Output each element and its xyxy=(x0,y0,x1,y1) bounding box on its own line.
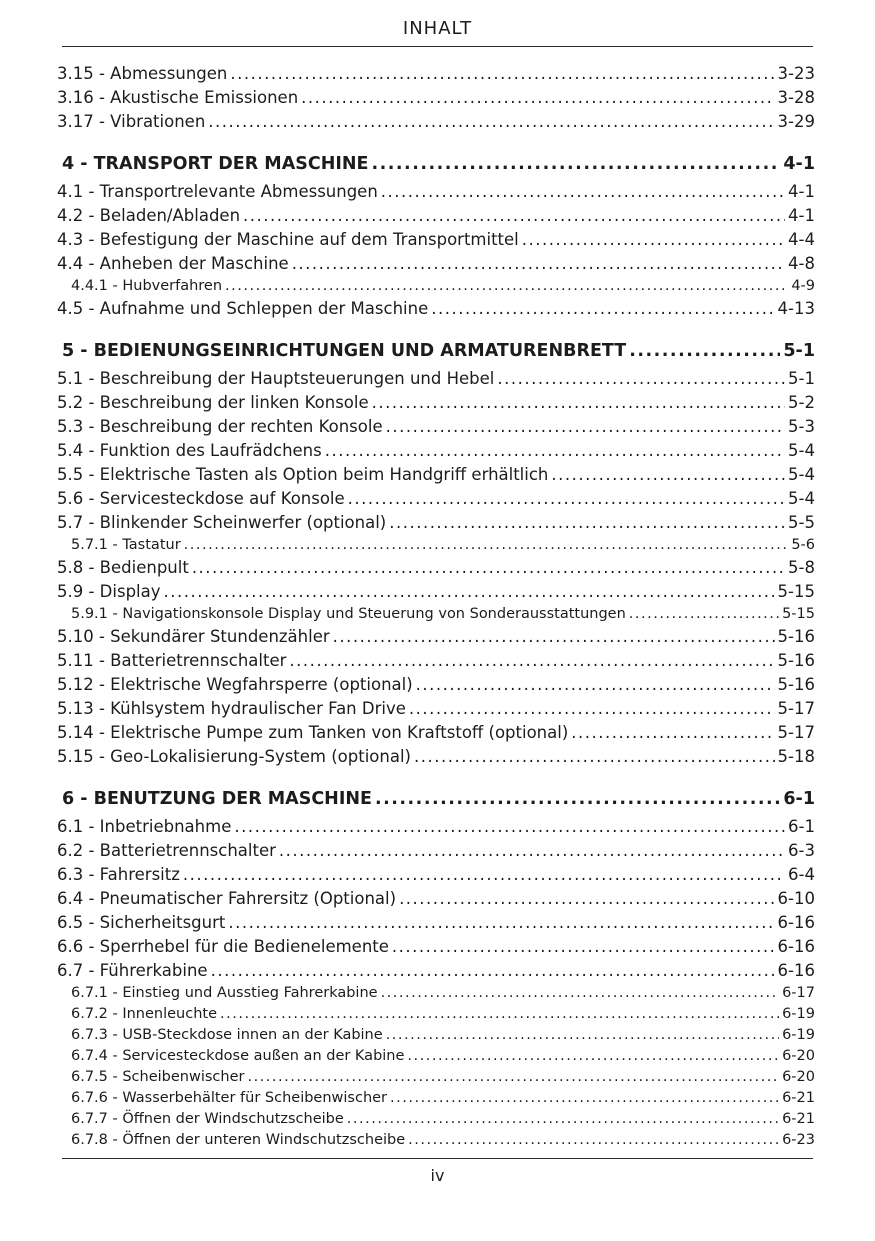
entry-page-number: 5-8 xyxy=(788,558,815,577)
entry-label: 5.2 - Beschreibung der linken Konsole xyxy=(57,393,369,412)
dot-leader xyxy=(522,228,785,252)
toc-entry xyxy=(57,911,815,935)
entry-page-number: 6-10 xyxy=(777,889,815,908)
toc-entry xyxy=(57,228,815,252)
dot-leader xyxy=(348,487,785,511)
toc-entry xyxy=(57,535,815,556)
entry-label: 5 - BEDIENUNGSEINRICHTUNGEN UND ARMATURENBRETT xyxy=(62,341,627,361)
toc-entry xyxy=(57,463,815,487)
entry-page-number: 6-19 xyxy=(782,1027,815,1043)
entry-page-number: 5-1 xyxy=(783,341,815,361)
toc-entry xyxy=(57,673,815,697)
entry-label: 5.10 - Sekundärer Stundenzähler xyxy=(57,627,330,646)
dot-leader xyxy=(386,1025,779,1046)
entry-label: 6.1 - Inbetriebnahme xyxy=(57,817,232,836)
toc-entry xyxy=(57,204,815,228)
entry-page-number: 4-1 xyxy=(783,154,815,174)
dot-leader xyxy=(347,1109,779,1130)
entry-page-number: 6-21 xyxy=(782,1111,815,1127)
page-footer xyxy=(0,1151,875,1241)
entry-label: 6.7.1 - Einstieg und Ausstieg Fahrerkabine xyxy=(71,985,378,1001)
entry-page-number: 5-2 xyxy=(788,393,815,412)
entry-page-number: 5-17 xyxy=(777,723,815,742)
page-title: INHALT xyxy=(402,18,473,39)
entry-page-number: 5-3 xyxy=(788,417,815,436)
dot-leader xyxy=(289,649,774,673)
entry-page-number: 6-16 xyxy=(777,937,815,956)
entry-label: 6.3 - Fahrersitz xyxy=(57,865,180,884)
toc-entry xyxy=(57,815,815,839)
dot-leader xyxy=(390,1088,779,1109)
entry-label: 5.12 - Elektrische Wegfahrsperre (optional) xyxy=(57,675,413,694)
dot-leader xyxy=(192,556,785,580)
entry-label: 5.6 - Servicesteckdose auf Konsole xyxy=(57,489,345,508)
entry-label: 6.7.4 - Servicesteckdose außen an der Kabine xyxy=(71,1048,405,1064)
entry-label: 6.6 - Sperrhebel für die Bedienelemente xyxy=(57,937,389,956)
toc-entry xyxy=(57,110,815,134)
dot-leader xyxy=(183,863,785,887)
toc-entry xyxy=(57,1046,815,1067)
entry-label: 5.15 - Geo-Lokalisierung-System (optional) xyxy=(57,747,411,766)
entry-page-number: 5-18 xyxy=(777,747,815,766)
dot-leader xyxy=(629,339,780,364)
toc-entry xyxy=(57,1130,815,1151)
dot-leader xyxy=(497,367,785,391)
toc-entry xyxy=(57,959,815,983)
dot-leader xyxy=(208,110,774,134)
toc-entry xyxy=(57,367,815,391)
toc-entry xyxy=(57,86,815,110)
entry-page-number: 6-16 xyxy=(777,913,815,932)
entry-label: 5.8 - Bedienpult xyxy=(57,558,189,577)
entry-page-number: 6-4 xyxy=(788,865,815,884)
toc-entry xyxy=(57,415,815,439)
dot-leader xyxy=(292,252,785,276)
entry-label: 6.7 - Führerkabine xyxy=(57,961,208,980)
toc-entry xyxy=(57,180,815,204)
entry-page-number: 5-17 xyxy=(777,699,815,718)
toc-entry xyxy=(57,580,815,604)
dot-leader xyxy=(228,911,774,935)
dot-leader xyxy=(392,935,775,959)
entry-page-number: 5-16 xyxy=(777,627,815,646)
toc-entry xyxy=(57,1004,815,1025)
entry-page-number: 6-16 xyxy=(777,961,815,980)
entry-page-number: 4-1 xyxy=(788,206,815,225)
dot-leader xyxy=(408,1130,779,1151)
toc-entry xyxy=(57,556,815,580)
dot-leader xyxy=(301,86,774,110)
dot-leader xyxy=(381,983,780,1004)
dot-leader xyxy=(247,1067,779,1088)
entry-label: 5.1 - Beschreibung der Hauptsteuerungen und Hebel xyxy=(57,369,495,388)
toc-entry xyxy=(57,276,815,297)
entry-label: 3.17 - Vibrationen xyxy=(57,112,206,131)
entry-label: 4.2 - Beladen/Abladen xyxy=(57,206,241,225)
entry-page-number: 5-16 xyxy=(777,651,815,670)
dot-leader xyxy=(551,463,785,487)
entry-label: 4.4 - Anheben der Maschine xyxy=(57,254,289,273)
entry-page-number: 5-6 xyxy=(791,537,815,553)
entry-label: 5.4 - Funktion des Laufrädchens xyxy=(57,441,322,460)
dot-leader xyxy=(230,62,774,86)
dot-leader xyxy=(371,152,780,177)
entry-label: 6.7.5 - Scheibenwischer xyxy=(71,1069,245,1085)
dot-leader xyxy=(381,180,785,204)
entry-label: 5.11 - Batterietrennschalter xyxy=(57,651,287,670)
dot-leader xyxy=(407,1046,779,1067)
toc-entry xyxy=(57,439,815,463)
dot-leader xyxy=(409,697,775,721)
page-header xyxy=(0,0,875,47)
toc-entry xyxy=(57,935,815,959)
dot-leader xyxy=(234,815,785,839)
dot-leader xyxy=(225,276,788,297)
toc-entry xyxy=(57,1088,815,1109)
entry-label: 4.1 - Transportrelevante Abmessungen xyxy=(57,182,378,201)
entry-label: 6.5 - Sicherheitsgurt xyxy=(57,913,226,932)
dot-leader xyxy=(399,887,774,911)
toc-entry xyxy=(57,152,815,177)
entry-page-number: 6-21 xyxy=(782,1090,815,1106)
toc-entry xyxy=(57,625,815,649)
toc-entry xyxy=(57,983,815,1004)
entry-page-number: 5-4 xyxy=(788,465,815,484)
dot-leader xyxy=(211,959,775,983)
toc-entry xyxy=(57,487,815,511)
entry-label: 5.14 - Elektrische Pumpe zum Tanken von Kraftstoff (optional) xyxy=(57,723,569,742)
entry-label: 4.5 - Aufnahme und Schleppen der Maschine xyxy=(57,299,429,318)
toc-entry xyxy=(57,863,815,887)
entry-label: 5.7 - Blinkender Scheinwerfer (optional) xyxy=(57,513,387,532)
toc-entry xyxy=(57,787,815,812)
dot-leader xyxy=(431,297,774,321)
toc-entry xyxy=(57,649,815,673)
dot-leader xyxy=(414,745,775,769)
dot-leader xyxy=(333,625,775,649)
dot-leader xyxy=(416,673,775,697)
entry-label: 4.3 - Befestigung der Maschine auf dem Transportmittel xyxy=(57,230,519,249)
entry-page-number: 4-9 xyxy=(791,278,815,294)
entry-label: 4.4.1 - Hubverfahren xyxy=(71,278,223,294)
entry-label: 6.7.8 - Öffnen der unteren Windschutzscheibe xyxy=(71,1132,406,1148)
dot-leader xyxy=(164,580,775,604)
toc-entry xyxy=(57,1109,815,1130)
toc-list xyxy=(0,47,875,1151)
entry-page-number: 5-15 xyxy=(777,582,815,601)
entry-page-number: 6-23 xyxy=(782,1132,815,1148)
dot-leader xyxy=(220,1004,779,1025)
entry-page-number: 3-23 xyxy=(777,64,815,83)
toc-entry xyxy=(57,604,815,625)
dot-leader xyxy=(375,787,780,812)
dot-leader xyxy=(571,721,774,745)
footer-page-number: iv xyxy=(430,1166,445,1185)
entry-label: 5.9 - Display xyxy=(57,582,161,601)
entry-page-number: 4-4 xyxy=(788,230,815,249)
toc-entry xyxy=(57,1025,815,1046)
toc-entry xyxy=(57,745,815,769)
entry-page-number: 6-1 xyxy=(788,817,815,836)
toc-entry xyxy=(57,297,815,321)
entry-label: 6.2 - Batterietrennschalter xyxy=(57,841,276,860)
dot-leader xyxy=(389,511,785,535)
entry-label: 6.7.2 - Innenleuchte xyxy=(71,1006,218,1022)
dot-leader xyxy=(279,839,785,863)
toc-entry xyxy=(57,721,815,745)
entry-label: 3.16 - Akustische Emissionen xyxy=(57,88,299,107)
entry-page-number: 4-1 xyxy=(788,182,815,201)
dot-leader xyxy=(372,391,785,415)
entry-page-number: 3-29 xyxy=(777,112,815,131)
dot-leader xyxy=(325,439,785,463)
toc-entry xyxy=(57,697,815,721)
entry-page-number: 4-13 xyxy=(777,299,815,318)
entry-label: 5.9.1 - Navigationskonsole Display und Steuerung von Sonderausstattungen xyxy=(71,606,626,622)
toc-entry xyxy=(57,252,815,276)
entry-page-number: 6-3 xyxy=(788,841,815,860)
toc-entry xyxy=(57,839,815,863)
toc-entry xyxy=(57,887,815,911)
entry-page-number: 5-5 xyxy=(788,513,815,532)
entry-label: 6 - BENUTZUNG DER MASCHINE xyxy=(62,789,372,809)
entry-page-number: 6-1 xyxy=(783,789,815,809)
toc-entry xyxy=(57,511,815,535)
toc-entry xyxy=(57,62,815,86)
entry-page-number: 6-17 xyxy=(782,985,815,1001)
entry-page-number: 6-20 xyxy=(782,1048,815,1064)
entry-label: 5.3 - Beschreibung der rechten Konsole xyxy=(57,417,383,436)
dot-leader xyxy=(386,415,785,439)
entry-label: 6.4 - Pneumatischer Fahrersitz (Optional) xyxy=(57,889,397,908)
entry-page-number: 6-19 xyxy=(782,1006,815,1022)
entry-label: 5.13 - Kühlsystem hydraulischer Fan Drive xyxy=(57,699,406,718)
entry-page-number: 6-20 xyxy=(782,1069,815,1085)
entry-page-number: 5-4 xyxy=(788,441,815,460)
entry-page-number: 3-28 xyxy=(777,88,815,107)
entry-label: 6.7.6 - Wasserbehälter für Scheibenwischer xyxy=(71,1090,388,1106)
entry-page-number: 5-15 xyxy=(782,606,815,622)
entry-label: 4 - TRANSPORT DER MASCHINE xyxy=(62,154,369,174)
dot-leader xyxy=(184,535,789,556)
entry-label: 3.15 - Abmessungen xyxy=(57,64,228,83)
entry-page-number: 5-16 xyxy=(777,675,815,694)
entry-label: 6.7.3 - USB-Steckdose innen an der Kabine xyxy=(71,1027,383,1043)
entry-label: 5.7.1 - Tastatur xyxy=(71,537,181,553)
toc-entry xyxy=(57,391,815,415)
dot-leader xyxy=(629,604,779,625)
dot-leader xyxy=(243,204,785,228)
entry-label: 5.5 - Elektrische Tasten als Option beim Handgriff erhältlich xyxy=(57,465,549,484)
entry-page-number: 5-4 xyxy=(788,489,815,508)
entry-label: 6.7.7 - Öffnen der Windschutzscheibe xyxy=(71,1111,344,1127)
toc-entry xyxy=(57,339,815,364)
toc-entry xyxy=(57,1067,815,1088)
entry-page-number: 4-8 xyxy=(788,254,815,273)
entry-page-number: 5-1 xyxy=(788,369,815,388)
